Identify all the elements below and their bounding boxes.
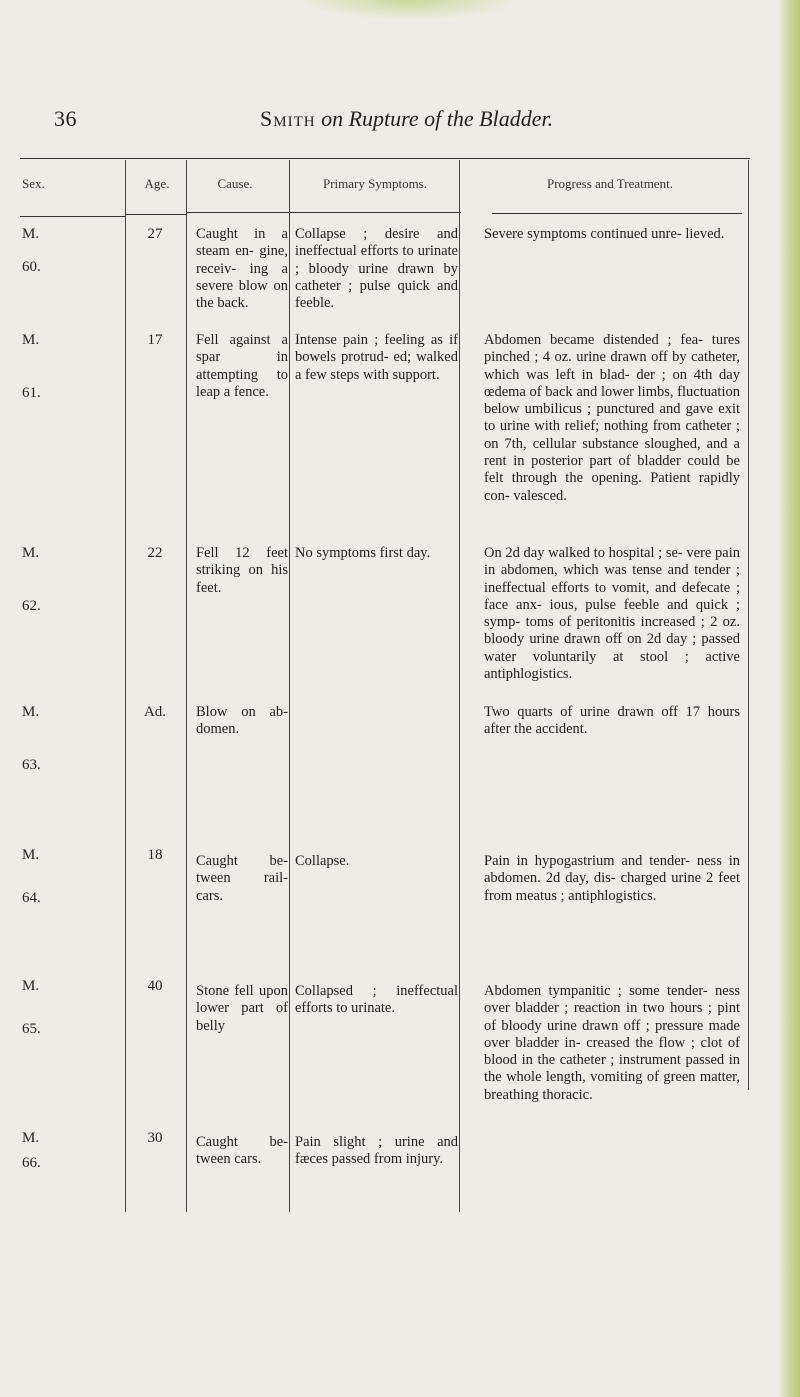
page-edge-right [780,0,800,1397]
case-number: 62. [22,598,41,614]
column-rule [186,950,187,1212]
table-row-progress: Severe symptoms continued unre- lieved. [484,226,725,242]
case-number: 64. [22,890,41,906]
table-row-sex [22,545,41,615]
header-underline [186,212,290,213]
sex-value: M. [22,704,40,720]
table-row-cause: Caught be- tween cars. [196,1134,288,1168]
header-underline [492,213,742,214]
table-row-sex [22,226,41,276]
table-row-cause: Stone fell upon lower part of belly [196,983,288,1034]
header-progress-treatment: Progress and Treatment. [546,176,674,191]
table-row-cause: Caught in a steam en- gine, receiv- ing a severe blow on the back. [196,226,288,312]
header-cause: Cause. [217,176,253,191]
table-row-sex [22,704,41,774]
table-row-cause: Fell against a spar in attempting to leap a fence. [196,332,288,400]
header-underline [20,216,126,217]
column-rule [186,160,187,950]
table-top-rule [20,158,750,159]
table-row-primary: No symptoms first day. [295,545,431,561]
sex-value: M. [22,847,40,863]
header-sex: Sex. [22,176,45,191]
column-rule [459,950,460,1212]
sex-value: M. [22,545,40,561]
column-rule [748,940,749,1090]
case-number: 60. [22,259,41,275]
running-title-subject: Rupture of [348,106,442,131]
table-row-progress: Pain in hypogastrium and tender- ness in abdomen. 2d day, dis- charged urine 2 feet from meatus ; antiphlogistics. [484,853,740,904]
header-underline [289,212,461,213]
case-number: 65. [22,1021,41,1037]
table-row-age: 40 [147,978,163,994]
table-row-primary: Pain slight ; urine and fæces passed from injury. [295,1134,458,1168]
table-row-age: 27 [147,226,163,242]
sex-value: M. [22,332,40,348]
table-row-primary: Intense pain ; feeling as if bowels protrud- ed; walked a few steps with support. [295,332,458,383]
column-rule [289,950,290,1212]
case-number: 63. [22,757,41,773]
table-row-progress: Abdomen tympanitic ; some tender- ness over bladder ; reaction in two hours ; pint of bloody urine drawn off ; pressure made over bladder in- creased the flow ; clot of blood in the catheter ; instrument passed in the whole length, vomiting of green matter, breathing thoracic. [484,983,740,1103]
column-rule [125,160,126,920]
running-title [260,106,553,132]
column-rule [289,160,290,950]
sex-value: M. [22,226,40,242]
running-title-connector: on [321,106,344,131]
table-row-progress: Abdomen became distended ; fea- tures pinched ; 4 oz. urine drawn off by catheter, which was left in blad- der ; on 4th day œdema of back and lower limbs, fluctuation below umbilicus ; punctured and gave exit to urine with relief; nothing from catheter ; on 7th, cellular substance sloughed, and a rent in posterior part of bladder could be felt through the opening. Patient rapidly con- valesced. [484,332,740,504]
running-title-rest: the Bladder. [446,106,554,131]
header-primary-symptoms: Primary Symptoms. [322,176,427,191]
column-rule [459,160,460,950]
table-row-sex [22,978,41,1038]
table-row-sex [22,332,41,402]
page-number: 36 [54,106,77,131]
table-row-age: 22 [147,545,163,561]
sex-value: M. [22,978,40,994]
page-edge-top [300,0,520,20]
table-row-progress: Two quarts of urine drawn off 17 hours after the accident. [484,704,740,738]
table-row-age: 17 [147,332,163,348]
sex-value: M. [22,1130,40,1146]
table-row-cause: Fell 12 feet striking on his feet. [196,545,288,596]
table-row-sex [22,847,41,907]
table-row-age: Ad. [143,704,167,720]
header-underline [125,214,187,215]
table-row-primary: Collapse ; desire and ineffectual efforts to urinate ; bloody urine drawn by catheter ; pulse quick and feeble. [295,226,458,312]
case-number: 66. [22,1155,41,1171]
table-row-cause: Caught be- tween rail- cars. [196,853,288,904]
column-rule [125,920,126,1212]
table-row-age: 18 [147,847,163,863]
column-rule [748,160,749,940]
case-number: 61. [22,385,41,401]
header-age: Age. [144,176,170,191]
running-title-author: Smith [260,106,316,131]
table-row-progress: On 2d day walked to hospital ; se- vere pain in abdomen, which was tense and tender ; ineffectual efforts to vomit, and defecate ; face anx- ious, pulse feeble and quick ; symp- toms of peritonitis increased ; 2 oz. bloody urine drawn off on 2d day ; passed water voluntarily at stool ; active antiphlogistics. [484,545,740,683]
table-row-primary: Collapse. [295,853,350,869]
table-row-age: 30 [147,1130,163,1146]
table-row-sex [22,1130,41,1172]
table-row-primary: Collapsed ; ineffectual efforts to urinate. [295,983,458,1017]
table-row-cause: Blow on ab- domen. [196,704,288,738]
